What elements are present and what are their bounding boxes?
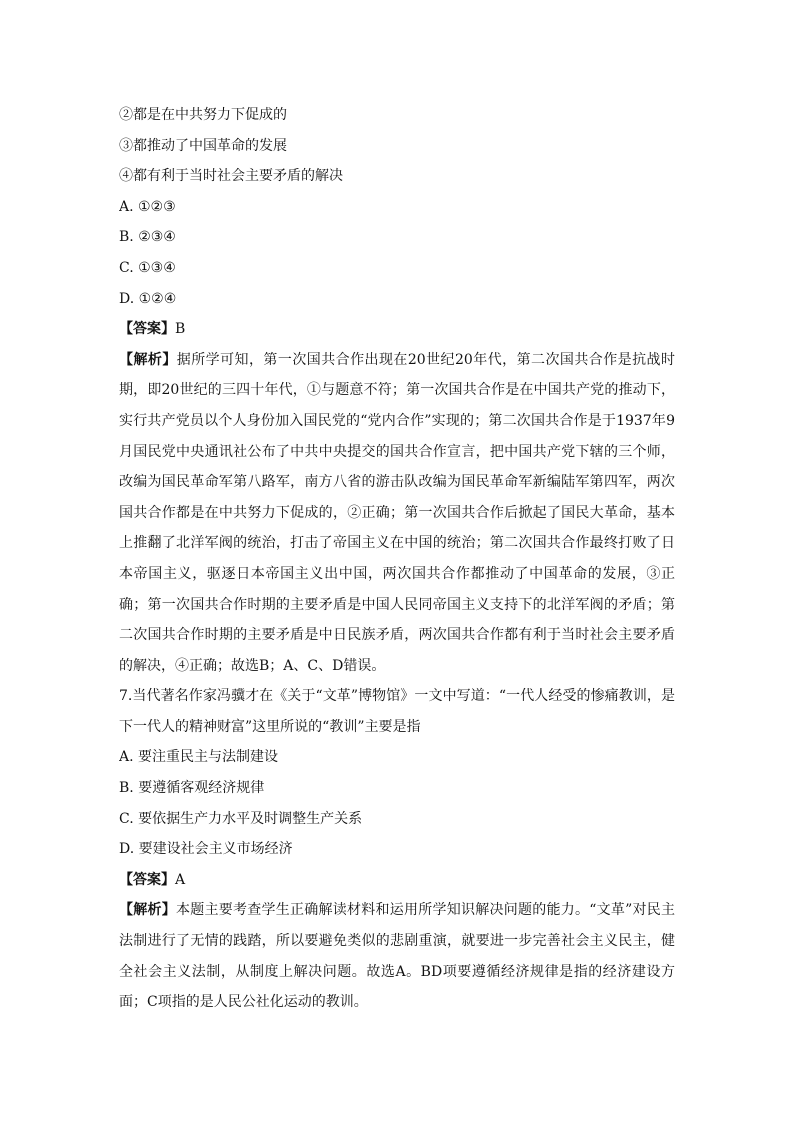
q6-option-c: C. ①③④ — [119, 259, 176, 276]
q6-answer-value: B — [175, 321, 186, 338]
q6-option-b: B. ②③④ — [119, 229, 176, 246]
q7-analysis-text: 本题主要考查学生正确解读材料和运用所学知识解决问题的能力。“文革”对民主法制进行了无情的践踏，所以要避免类似的悲剧重演，就要进一步完善社会主义民主，健全社会主义法制，从制度上解决问题。故选A。BD项要遵循经济规律是指的经济建设方面；C项指的是人民公社化运动的教训。 — [119, 902, 676, 1011]
q6-analysis — [119, 345, 675, 682]
q7-answer — [119, 865, 675, 896]
q6-analysis-label: 【解析】 — [119, 351, 177, 368]
statement-2: ②都是在中共努力下促成的 — [119, 107, 287, 123]
q7-analysis — [119, 895, 675, 1017]
statement-3: ③都推动了中国革命的发展 — [119, 137, 287, 154]
q7-analysis-label: 【解析】 — [119, 902, 176, 919]
page-content — [119, 100, 675, 1018]
q6-answer-label: 【答案】 — [119, 321, 175, 338]
q6-option-a: A. ①②③ — [119, 198, 176, 215]
q6-analysis-text: 据所学可知，第一次国共合作出现在20世纪20年代，第二次国共合作是抗战时期，即20世纪的三四十年代，①与题意不符；第一次国共合作是在中国共产党的推动下，实行共产党员以个人身份加入国民党的“党内合作”实现的；第二次国共合作是于1937年9月国民党中央通讯社公布了中共中央提交的国共合作宣言，把中国共产党下辖的三个师，改编为国民革命军第八路军，南方八省的游击队改编为国民革命军新编陆军第四军，两次国共合作都是在中共努力下促成的，②正确；第一次国共合作后掀起了国民大革命，基本上推翻了北洋军阀的统治，打击了帝国主义在中国的统治；第二次国共合作最终打败了日本帝国主义，驱逐日本帝国主义出中国，两次国共合作都推动了中国革命的发展，③正确；第一次国共合作时期的主要矛盾是中国人民同帝国主义支持下的北洋军阀的矛盾；第二次国共合作时期的主要矛盾是中日民族矛盾，两次国共合作都有利于当时社会主要矛盾的解决，④正确；故选B；A、C、D错误。 — [119, 351, 675, 674]
q6-answer — [119, 314, 675, 345]
q7-option-c: C. 要依据生产力水平及时调整生产关系 — [119, 810, 363, 827]
q7-stem: 7.当代著名作家冯骥才在《关于“文革”博物馆》一文中写道：“一代人经受的惨痛教训，是下一代人的精神财富”这里所说的“教训”主要是指 — [119, 688, 675, 735]
statement-4: ④都有利于当时社会主要矛盾的解决 — [119, 168, 343, 185]
q7-answer-label: 【答案】 — [119, 871, 175, 888]
q7-option-b: B. 要遵循客观经济规律 — [119, 780, 265, 797]
q7-option-a: A. 要注重民主与法制建设 — [119, 749, 279, 766]
q7-option-d: D. 要建设社会主义市场经济 — [119, 841, 293, 858]
q6-option-d: D. ①②④ — [119, 290, 177, 307]
q7-answer-value: A — [175, 871, 186, 888]
